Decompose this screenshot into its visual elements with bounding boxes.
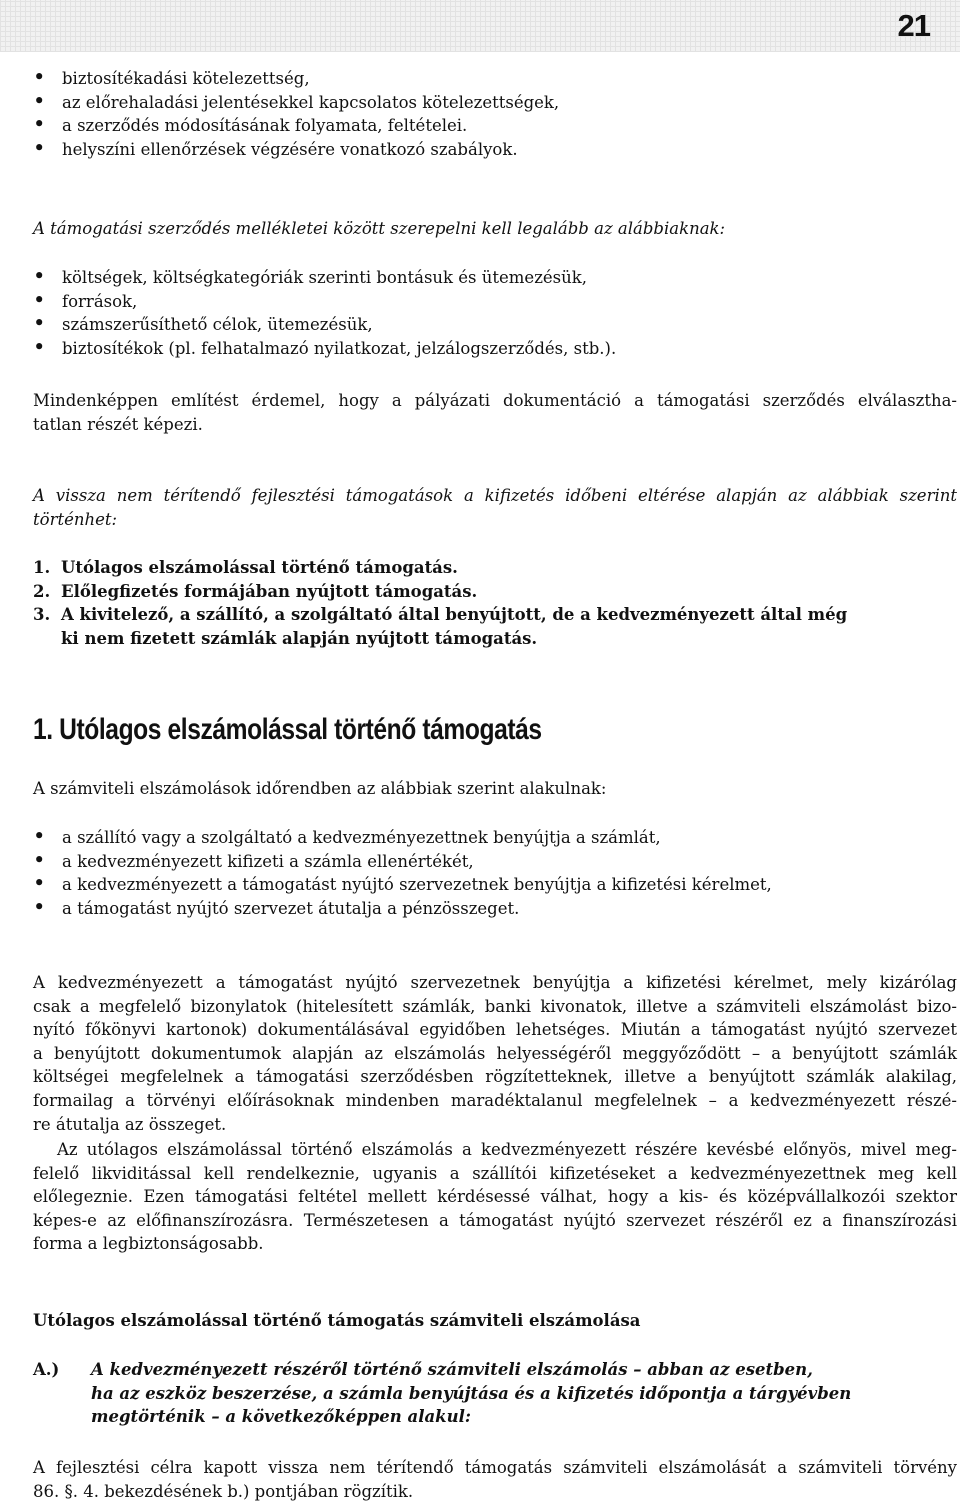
paragraph-line: a benyújtott dokumentumok alapján az elszámolás helyességéről meggyőződött – a benyújtott számlák	[33, 1043, 957, 1063]
list-item: • helyszíni ellenőrzések végzésére vonatkozó szabályok.	[33, 138, 957, 162]
paragraph-line: nyító főkönyvi kartonok) dokumentálásával egyidőben lehetséges. Miután a támogatást nyújtó szervezet	[33, 1020, 957, 1040]
list-item: • források,	[33, 290, 957, 314]
body-paragraph-1	[33, 971, 957, 1136]
section-heading: 1. Utólagos elszámolással történő támogatás	[33, 713, 542, 746]
paragraph-line: képes-e az előfinanszírozásra. Természetesen a támogatást nyújtó szervezet részéről ez a finanszírozási	[33, 1210, 957, 1230]
case-line: ha az eszköz beszerzése, a számla benyújtása és a kifizetés időpontja a tárgyévben	[91, 1383, 852, 1403]
paragraph-line: forma a legbiztonságosabb.	[33, 1234, 264, 1254]
subsection-heading: Utólagos elszámolással történő támogatás számviteli elszámolása	[33, 1311, 641, 1330]
item-number: 3.	[33, 605, 51, 625]
list-item: • a kedvezményezett a támogatást nyújtó szervezetnek benyújtja a kifizetési kérelmet,	[33, 873, 957, 897]
paragraph-line: felelő likviditással kell rendelkeznie, ugyanis a szállítói kifizetéseket a kedvezményezettnek meg kell	[33, 1163, 957, 1183]
list-item: • a szerződés módosításának folyamata, feltételei.	[33, 114, 957, 138]
annex-list	[33, 266, 957, 360]
case-line: A kedvezményezett részéről történő számviteli elszámolás – abban az esetben,	[91, 1360, 813, 1379]
list-item	[33, 580, 863, 604]
item-text: A kivitelező, a szállító, a szolgáltató által benyújtott, de a kedvezményezett által még ki nem fizetett számlák alapján nyújtott támogatás.	[61, 605, 848, 648]
list-item: • a támogatást nyújtó szervezet átutalja a pénzösszeget.	[33, 897, 957, 921]
header-band	[0, 0, 960, 52]
item-number: 2.	[33, 581, 51, 601]
paragraph-line: A kedvezményezett a támogatást nyújtó szervezetnek benyújtja a kifizetési kérelmet, mely kizárólag	[33, 973, 957, 992]
closing-line: 86. §. 4. bekezdésének b.) pontjában rögzítik.	[33, 1481, 414, 1501]
case-a	[33, 1358, 957, 1429]
payment-types-list	[33, 556, 863, 650]
paragraph-line: Az utólagos elszámolással történő elszámolás a kedvezményezett részére kevésbé előnyös, mivel meg-	[57, 1140, 957, 1159]
list-item	[33, 603, 863, 650]
payment-intro-line: történhet:	[33, 509, 118, 529]
item-number: 1.	[33, 558, 51, 577]
annex-intro: A támogatási szerződés mellékletei között szerepelni kell legalább az alábbiaknak:	[33, 219, 726, 238]
list-item: • biztosítékadási kötelezettség,	[33, 67, 957, 91]
paragraph-line: formailag a törvényi előírásoknak mindenben maradéktalanul megfelelnek – a kedvezményezett részé-	[33, 1090, 957, 1110]
item-text: Utólagos elszámolással történő támogatás.	[61, 558, 458, 577]
obligations-list	[33, 67, 957, 161]
accounting-steps-list	[33, 826, 957, 920]
list-item: • biztosítékok (pl. felhatalmazó nyilatkozat, jelzálogszerződés, stb.).	[33, 337, 957, 361]
list-item	[33, 556, 863, 580]
payment-intro	[33, 484, 957, 531]
case-line: megtörténik – a következőképpen alakul:	[91, 1407, 471, 1427]
paragraph-line: csak a megfelelő bizonylatok (hitelesített számlák, banki kivonatok, illetve a számviteli elszámolást bizo-	[33, 996, 957, 1016]
list-item: • az előrehaladási jelentésekkel kapcsolatos kötelezettségek,	[33, 91, 957, 115]
note-line: tatlan részét képezi.	[33, 414, 203, 434]
case-text	[91, 1358, 957, 1429]
paragraph-line: előlegeznie. Ezen támogatási feltétel mellett kérdésessé válhat, hogy a kis- és középvállalkozói szektor	[33, 1187, 957, 1207]
list-item: • a szállító vagy a szolgáltató a kedvezményezettnek benyújtja a számlát,	[33, 826, 957, 850]
list-item: • számszerűsíthető célok, ütemezésük,	[33, 313, 957, 337]
paragraph-line: költségei megfelelnek a támogatási szerződésben rögzítetteknek, illetve a benyújtott számlák alakilag,	[33, 1067, 957, 1087]
payment-intro-line: A vissza nem térítendő fejlesztési támogatások a kifizetés időbeni eltérése alapján az alábbiak szerint	[33, 486, 957, 505]
page-number: 21	[897, 8, 930, 43]
item-text: Előlegfizetés formájában nyújtott támogatás.	[61, 581, 478, 601]
list-item: • költségek, költségkategóriák szerinti bontásuk és ütemezésük,	[33, 266, 957, 290]
body-paragraph-2	[33, 1138, 957, 1256]
case-label: A.)	[33, 1360, 60, 1379]
accounting-intro: A számviteli elszámolások időrendben az alábbiak szerint alakulnak:	[33, 779, 607, 798]
closing-paragraph	[33, 1456, 957, 1503]
note-line: Mindenképpen említést érdemel, hogy a pályázati dokumentáció a támogatási szerződés elválasztha-	[33, 391, 957, 410]
closing-line: A fejlesztési célra kapott vissza nem térítendő támogatás számviteli elszámolását a számviteli törvény	[33, 1458, 957, 1477]
note-paragraph	[33, 389, 957, 436]
list-item: • a kedvezményezett kifizeti a számla ellenértékét,	[33, 850, 957, 874]
paragraph-line: re átutalja az összeget.	[33, 1114, 227, 1134]
